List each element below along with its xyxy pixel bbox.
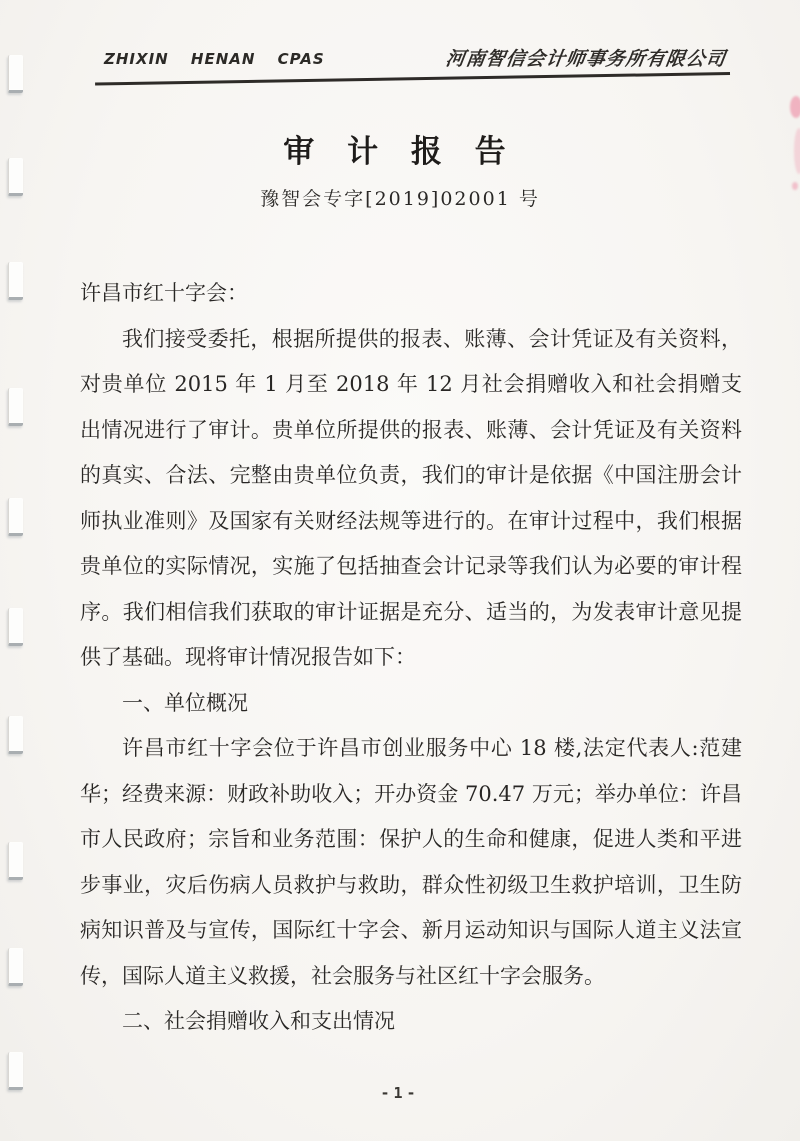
binding-hole: [8, 388, 23, 426]
letterhead-rule: [95, 72, 730, 85]
paragraph-engagement: 我们接受委托，根据所提供的报表、账薄、会计凭证及有关资料，对贵单位 2015 年 1 月至 2018 年 12 月社会捐赠收入和社会捐赠支出情况进行了审计。贵单位所提供的报表、账薄、会计凭证及有关资料的真实、合法、完整由贵单位负责，我们的审计是依据《中国注册会计师执业准则》及国家有关财经法规等进行的。在审计过程中，我们根据贵单位的实际情况，实施了包括抽查会计记录等我们认为必要的审计程序。我们相信我们获取的审计证据是充分、适当的，为发表审计意见提供了基础。现将审计情况报告如下：: [80, 326, 742, 669]
salutation: 许昌市红十字会：: [80, 281, 248, 305]
document-number: 豫智会专字[2019]02001 号: [260, 188, 540, 210]
section-heading-unit-overview: 一、单位概况: [122, 690, 248, 715]
paragraph-unit-overview: 许昌市红十字会位于许昌市创业服务中心 18 楼,法定代表人:范建华；经费来源：财政补助收入；开办资金 70.47 万元；举办单位：许昌市人民政府；宗旨和业务范围：保护人的生命和健康，促进人类和平进步事业，灾后伤病人员救护与救助，群众性初级卫生救护培训，卫生防病知识普及与宣传，国际红十字会、新月运动知识与国际人道主义法宣传，国际人道主义救援，社会服务与社区红十字会服务。: [80, 736, 742, 988]
binding-hole: [8, 716, 23, 754]
red-ink-smudge: [790, 96, 800, 118]
document-body: [80, 271, 742, 1045]
letterhead-company-name: 河南智信会计师事务所有限公司: [444, 48, 728, 70]
binding-hole: [8, 55, 23, 93]
page-number: -1-: [380, 1084, 420, 1102]
section-heading-donation: 二、社会捐赠收入和支出情况: [122, 1009, 395, 1033]
binding-hole: [8, 948, 23, 986]
binding-hole: [8, 608, 23, 646]
binding-hole: [8, 262, 23, 300]
letterhead-firm-abbr: ZHIXIN HENAN CPAS: [104, 50, 325, 68]
report-title: 审 计 报 告: [283, 134, 517, 170]
binding-hole: [8, 498, 23, 536]
binding-hole: [8, 842, 23, 880]
